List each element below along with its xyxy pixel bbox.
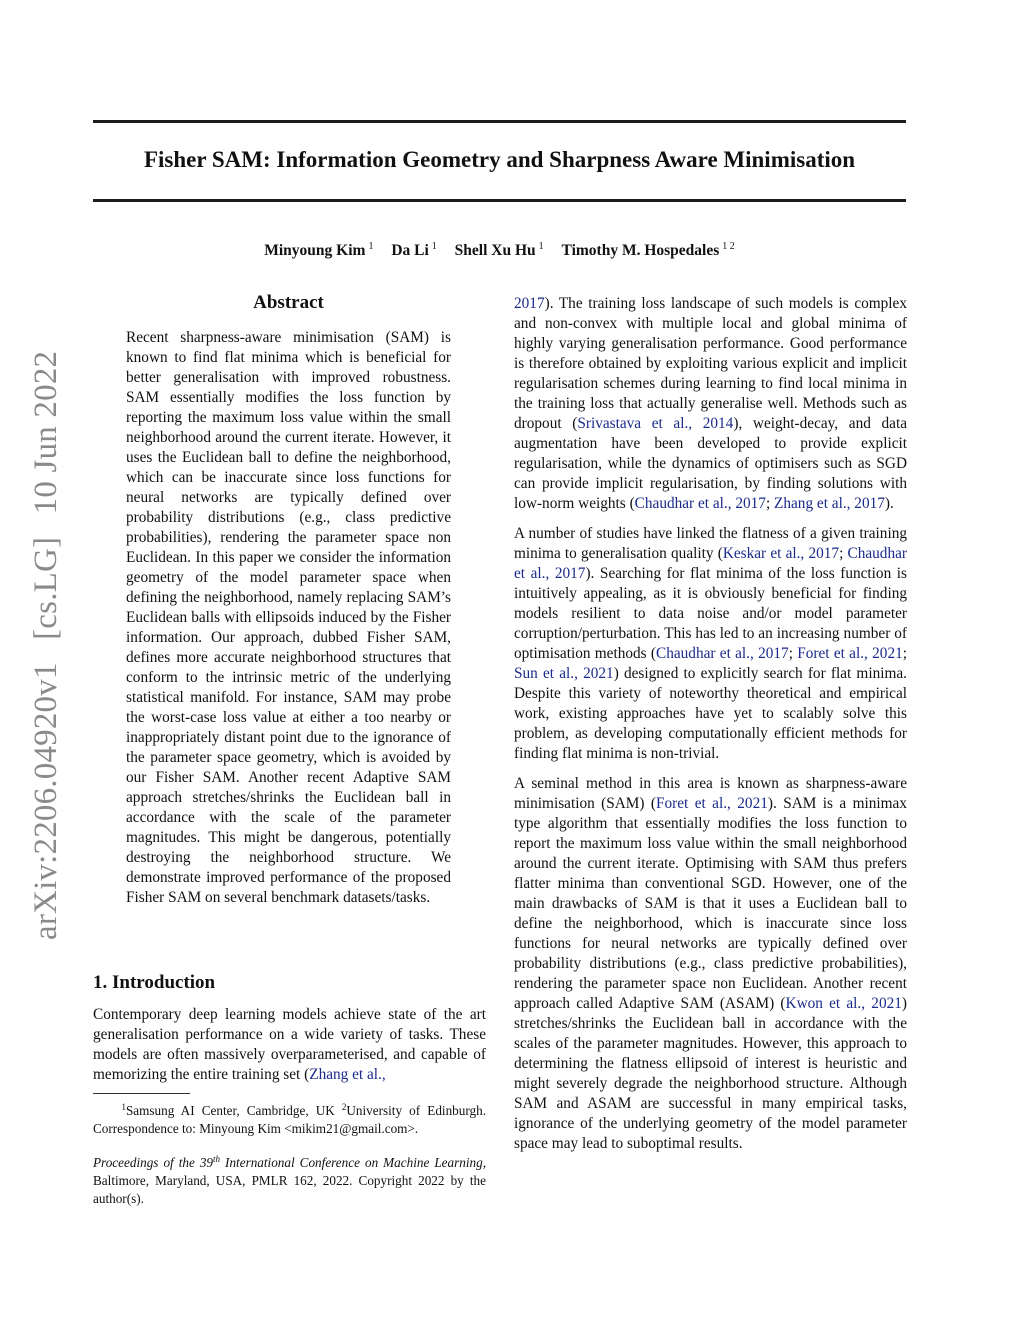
paragraph-text: ; bbox=[765, 495, 775, 512]
affiliation-mark: 1 bbox=[121, 1102, 126, 1112]
affiliation-mark: 1 bbox=[431, 241, 437, 252]
arxiv-id: arXiv:2206.04920v1 bbox=[28, 662, 64, 940]
intro-paragraph bbox=[514, 774, 907, 1154]
paragraph-text: ). bbox=[884, 495, 894, 512]
author bbox=[562, 242, 735, 259]
title-bottom-rule bbox=[93, 199, 906, 202]
venue-name: International Conference on Machine Learning bbox=[220, 1155, 483, 1170]
intro-right-column bbox=[514, 294, 907, 1164]
venue-prefix: Proceedings of the 39 bbox=[93, 1155, 214, 1170]
author-name: Timothy M. Hospedales bbox=[561, 242, 720, 259]
citation-link[interactable]: Keskar et al., 2017 bbox=[722, 545, 840, 562]
affiliation-2: University of Edinburgh. bbox=[346, 1103, 486, 1118]
intro-paragraph bbox=[514, 294, 907, 514]
citation-link[interactable]: Zhang et al., 2017 bbox=[774, 495, 885, 512]
citation-link[interactable]: Srivastava et al., 2014 bbox=[577, 415, 734, 432]
title-top-rule bbox=[93, 120, 906, 123]
arxiv-identifier-stamp bbox=[28, 337, 65, 940]
ordinal-suffix: th bbox=[213, 1154, 221, 1164]
citation-link[interactable]: Foret et al., 2021 bbox=[656, 795, 768, 812]
proceedings-note bbox=[93, 1150, 486, 1208]
paragraph-text: ). SAM is a minimax type algorithm that essentially modifies the loss function to report the maximum loss value within the small neighborhood around the current iterate. Optimising with SAM thus prefers flatter minima than conventional SGD. However, one of the main drawbacks of SAM is that it uses a Euclidean ball to define the neighborhood, which is inaccurate since loss functions for neural networks are typically defined over probability distributions (e.g., class predictive probabilities), rendering the parameter space non Euclidean. Another recent approach called Adaptive SAM (ASAM) ( bbox=[514, 795, 907, 1012]
paragraph-text: ) designed to explicitly search for flat minima. Despite this variety of noteworthy theoretical and empirical work, existing approaches have yet to scalably solve this problem, as developing computationally efficient methods for finding flat minima is non-trivial. bbox=[514, 665, 907, 762]
intro-paragraph-left bbox=[93, 1005, 486, 1085]
citation-link[interactable]: Chaudhar et al., 2017 bbox=[656, 645, 789, 662]
paragraph-text: Contemporary deep learning models achieve state of the art generalisation performance on a wide variety of tasks. These models are often massively overparameterised, and capable of memorizing the entire training set ( bbox=[93, 1006, 486, 1083]
affiliation-mark: 2 bbox=[341, 1102, 347, 1112]
paragraph-text: ), weight-decay, and data augmentation have been developed to provide explicit regularisation, while the dynamics of optimisers such as SGD can provide implicit regularisation, by finding solutions with low-norm weights ( bbox=[514, 415, 907, 512]
author bbox=[455, 242, 544, 259]
paragraph-text: ). The training loss landscape of such models is complex and non-convex with multiple local and global minima of highly varying generalisation performance. Good performance is therefore obtained by exploiting various explicit and implicit regularisation schemes during learning to find local minima in the training loss that actually generalise well. Methods such as dropout ( bbox=[514, 295, 907, 432]
paragraph-text: ; bbox=[788, 645, 798, 662]
citation-link[interactable]: Foret et al., 2021 bbox=[797, 645, 903, 662]
affiliation-1: Samsung AI Center, Cambridge, UK bbox=[125, 1103, 335, 1118]
abstract-heading: Abstract bbox=[253, 292, 324, 313]
proceedings-venue bbox=[93, 1155, 483, 1170]
arxiv-date: 10 Jun 2022 bbox=[28, 350, 64, 515]
paragraph-text: ). Searching for flat minima of the loss function is intuitively appealing, as it is obviously beneficial for finding models resilient to data noise and/or model parameter corruption/perturbation. This has led to an increasing number of optimisation methods ( bbox=[514, 565, 907, 662]
citation-link[interactable]: Chaudhar et al., 2017 bbox=[634, 495, 766, 512]
intro-paragraph bbox=[514, 524, 907, 764]
affiliation-mark: 1 bbox=[538, 241, 544, 252]
citation-link[interactable]: Zhang et al., bbox=[309, 1066, 386, 1083]
author-name: Da Li bbox=[391, 242, 429, 259]
citation-link[interactable]: Kwon et al., 2021 bbox=[785, 995, 902, 1012]
footnote-rule bbox=[93, 1093, 190, 1094]
paragraph-text: A number of studies have linked the flatness of a given training minima to generalisation quality ( bbox=[514, 525, 907, 562]
paragraph-text: ; bbox=[902, 645, 907, 662]
author-name: Shell Xu Hu bbox=[454, 242, 536, 259]
paragraph-text: ; bbox=[839, 545, 848, 562]
correspondence-line: Correspondence to: Minyoung Kim <mikim21@gmail.com>. bbox=[93, 1121, 419, 1136]
author-list bbox=[93, 236, 906, 262]
arxiv-category: [cs.LG] bbox=[28, 536, 64, 640]
author-name: Minyoung Kim bbox=[264, 242, 366, 259]
affiliation-mark: 1 bbox=[368, 241, 374, 252]
paragraph-text: ) stretches/shrinks the Euclidean ball in accordance with the scales of the parameter magnitudes. However, this approach to determining the flatness ellipsoid of interest is heuristic and might severely degrade the neighborhood structure. Although SAM and ASAM are successful in many empirical tasks, ignorance of the underlying geometry of the model parameter space may lead to suboptimal results. bbox=[514, 995, 908, 1152]
paper-title: Fisher SAM: Information Geometry and Sharpness Aware Minimisation bbox=[143, 147, 856, 172]
affiliation-footnote bbox=[93, 1098, 486, 1138]
citation-link[interactable]: Sun et al., 2021 bbox=[514, 665, 614, 682]
affiliation-mark: 1 2 bbox=[722, 241, 735, 252]
section-heading-introduction: 1. Introduction bbox=[93, 972, 216, 993]
author bbox=[264, 242, 373, 259]
author bbox=[391, 242, 436, 259]
citation-link[interactable]: Chaudhar et al., 2017 bbox=[514, 545, 907, 582]
proceedings-details: , Baltimore, Maryland, USA, PMLR 162, 2022. Copyright 2022 by the author(s). bbox=[93, 1155, 486, 1206]
abstract-text: Recent sharpness-aware minimisation (SAM) is known to find flat minima which is beneficial for better generalisation with improved robustness. SAM essentially modifies the loss function by reporting the maximum loss value within the small neighborhood around the current iterate. However, it uses the Euclidean ball to define the neighborhood, which can be inaccurate since loss functions for neural networks are typically defined over probability distributions (e.g., class predictive probabilities), rendering the parameter space non Euclidean. In this paper we consider the information geometry of the model parameter space when defining the neighborhood, namely replacing SAM’s Euclidean balls with ellipsoids induced by the Fisher information. Our approach, dubbed Fisher SAM, defines more accurate neighborhood structures that conform to the intrinsic metric of the underlying statistical manifold. For instance, SAM may probe the worst-case loss value at either a too nearby or inappropriately distant point due to the ignorance of the parameter space geometry, which is avoided by our Fisher SAM. Another recent Adaptive SAM approach stretches/shrinks the Euclidean ball in accordance with the scale of the parameter magnitudes. This might be dangerous, potentially destroying the neighborhood structure. We demonstrate improved performance of the proposed Fisher SAM on several benchmark datasets/tasks. bbox=[126, 329, 451, 906]
paragraph-text: A seminal method in this area is known as sharpness-aware minimisation (SAM) ( bbox=[514, 775, 907, 812]
citation-link[interactable]: 2017 bbox=[514, 295, 545, 312]
